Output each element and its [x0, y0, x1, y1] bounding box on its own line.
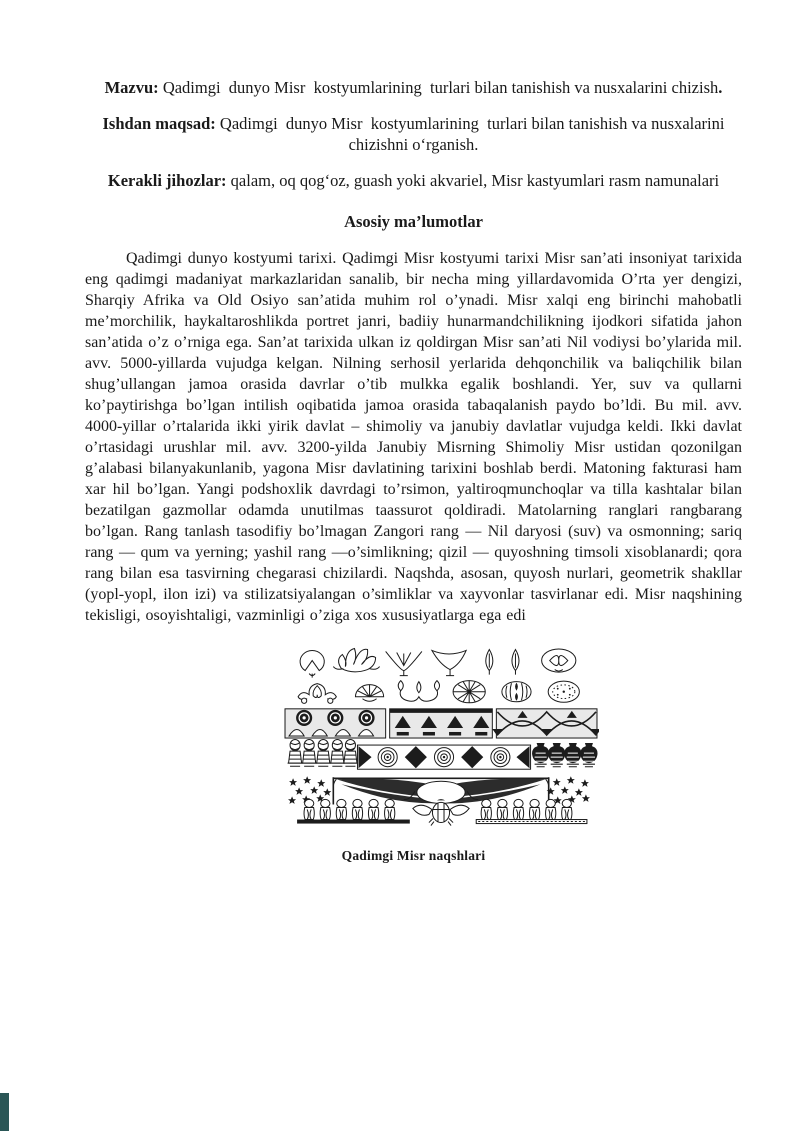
body-paragraph: Qadimgi dunyo kostyumi tarixi. Qadimgi Misr kostyumi tarixi Misr san’ati insoniyat tarixida eng qadimgi madaniyat markazlaridan sanalib, bir necha ming yillardavomida O’rta yer dengizi, Sharqiy Afrika va Old Osiyo san’atida muhim rol o’ynadi. Misr xalqi eng birinchi mahobatli me’morchilik, haykaltaroshlikda portret janri, badiiy hunarmandchilikning ijodkori sifatida jahon san’atida o’z o’rniga ega. San’at tarixida ulkan iz qoldirgan Misr san’ati Nil vodiysi bo’ylarida mil. avv. 5000-yillarda vujudga kelgan. Nilning serhosil yerlarida dehqonchilik va baliqchilik bilan shug’ullangan jamoa orasida davrlar o’tib mulkka egalik boshlandi. Yer, suv va qullarni ko’paytirishga bo’lgan intilish oqibatida jamoa orasida tabaqalanish paydo bo’ldi. Bu mil. avv. 4000-yillar o’rtalarida ikki yirik davlat – shimoliy va janubiy davlatlar vujudga keldi. Ikki davlat o’rtasidagi urushlar mil. avv. 3200-yilda Janubiy Misrning Shimoliy Misr ustidan qozonilgan g’alabasi bilanyakunlanib, yagona Misr davlatining tarixini boshlab berdi. Matoning fakturasi ham xar hil bo’lgan. Yangi podshoxlik davrdagi to’rsimon, yaltiroqmunchoqlar va tilla kashtalar bilan bezatilgan gazmollar odamda unutilmas taassurot qoldiradi. Matolarning ranglari rangbarang bo’lgan. Rang tanlash tasodifiy bo’lmagan Zangori rang — Nil daryosi (suv) va osmonning; sariq rang — qum va yerning; yashil rang —o’simlikning; qizil — quyoshning timsoli xisoblanardi; qora rang bilan esa tasvirning chegarasi chizilardi. Naqshda, asosan, quyosh nurlari, geometrik shakllar (yopl-yopl, ilon izi) va stilizatsiyalangan o’simliklar va xayvonlar tasvirlanar edi. Misr naqshining tekisligi, osoyishtaligi, vazminligi o’ziga xos xususiyatlarga ega edi — [85, 250, 742, 624]
purpose-text: Qadimgi dunyo Misr kostyumlarining turlari bilan tanishish va nusxalarini chizishni oʻrganish. — [215, 114, 729, 154]
topic-text: Qadimgi dunyo Misr kostyumlarining turlari bilan tanishish va nusxalarini chizish — [158, 78, 719, 97]
topic-line — [85, 77, 742, 98]
purpose-line — [85, 113, 742, 155]
tools-text: qalam, oq qogʻoz, guash yoki akvariel, Misr kastyumlari rasm namunalari — [226, 171, 720, 190]
tools-label: Kerakli jihozlar: — [107, 171, 227, 190]
corner-mark — [0, 1093, 9, 1131]
tools-line — [85, 170, 742, 191]
egyptian-ornaments-image — [283, 644, 599, 826]
topic-end: . — [718, 78, 723, 97]
section-title: Asosiy ma’lumotlar — [344, 212, 483, 231]
egyptian-ornaments-figure — [283, 644, 599, 826]
topic-label: Mazvu: — [104, 78, 159, 97]
purpose-label: Ishdan maqsad: — [102, 114, 216, 133]
figure-caption: Qadimgi Misr naqshlari — [341, 848, 486, 863]
